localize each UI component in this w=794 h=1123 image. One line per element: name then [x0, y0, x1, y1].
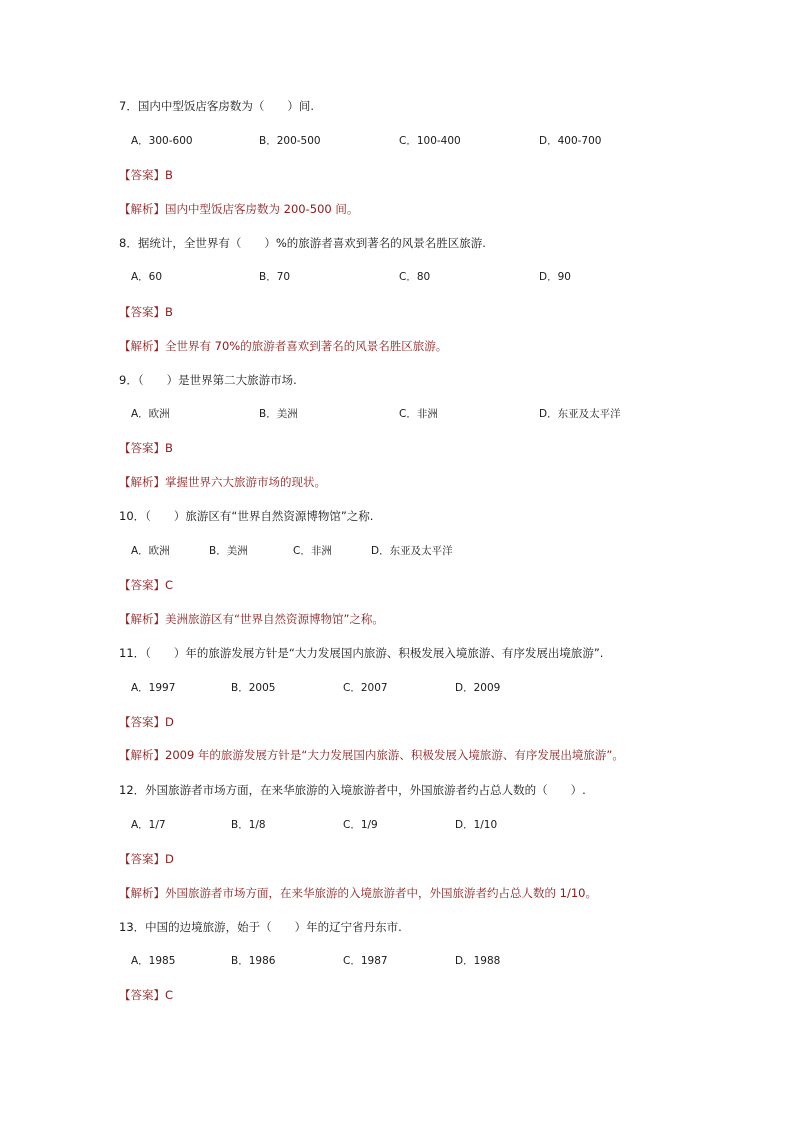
- option-b: B．2005: [231, 682, 276, 694]
- question-12-answer: 【答案】D: [119, 852, 174, 866]
- option-c: C．2007: [343, 682, 388, 694]
- option-b: B．70: [259, 271, 291, 283]
- option-a: A．60: [131, 271, 163, 283]
- question-12-options: [131, 817, 731, 833]
- question-11-stem: 11．（ ）年的旅游发展方针是“大力发展国内旅游、积极发展入境旅游、有序发展出境旅游”.: [119, 646, 604, 660]
- question-10-options: [131, 543, 731, 559]
- option-c: C．100-400: [399, 135, 461, 147]
- option-a: A．1997: [131, 682, 176, 694]
- option-c: C．80: [399, 271, 431, 283]
- option-b: B．200-500: [259, 135, 321, 147]
- option-c: C．非洲: [399, 408, 438, 420]
- option-d: D．400-700: [539, 135, 602, 147]
- option-d: D．90: [539, 271, 571, 283]
- question-8-explanation: 【解析】全世界有 70%的旅游者喜欢到著名的风景名胜区旅游。: [119, 339, 448, 353]
- question-12-stem: 12．外国旅游者市场方面，在来华旅游的入境旅游者中，外国旅游者约占总人数的（ ）.: [119, 783, 586, 797]
- question-7-stem: 7．国内中型饭店客房数为（ ）间.: [119, 99, 314, 113]
- option-a: A．1/7: [131, 819, 166, 831]
- question-9-explanation: 【解析】掌握世界六大旅游市场的现状。: [119, 475, 326, 489]
- option-a: A．1985: [131, 955, 176, 967]
- option-d: D．东亚及太平洋: [539, 408, 621, 420]
- question-9-options: [131, 406, 731, 422]
- option-b: B．1/8: [231, 819, 266, 831]
- question-8-stem: 8．据统计，全世界有（ ）%的旅游者喜欢到著名的风景名胜区旅游.: [119, 236, 486, 250]
- question-13-stem: 13．中国的边境旅游，始于（ ）年的辽宁省丹东市.: [119, 920, 402, 934]
- option-c: C．1987: [343, 955, 388, 967]
- question-10-explanation: 【解析】美洲旅游区有“世界自然资源博物馆”之称。: [119, 612, 384, 626]
- question-13-answer: 【答案】C: [119, 988, 174, 1002]
- question-13-options: [131, 953, 731, 969]
- option-a: A．欧洲: [131, 545, 170, 557]
- question-8-options: [131, 269, 731, 285]
- option-d: D．1/10: [455, 819, 498, 831]
- question-8-answer: 【答案】B: [119, 305, 173, 319]
- question-10-answer: 【答案】C: [119, 578, 174, 592]
- option-b: B．美洲: [259, 408, 298, 420]
- question-11-explanation: 【解析】2009 年的旅游发展方针是“大力发展国内旅游、积极发展入境旅游、有序发展出境旅游”。: [119, 748, 624, 762]
- option-a: A．300-600: [131, 135, 193, 147]
- option-d: D．1988: [455, 955, 501, 967]
- question-7-options: [131, 133, 731, 149]
- option-c: C．1/9: [343, 819, 378, 831]
- option-c: C．非洲: [293, 545, 332, 557]
- option-d: D．东亚及太平洋: [371, 545, 453, 557]
- question-9-stem: 9．（ ）是世界第二大旅游市场.: [119, 373, 297, 387]
- option-b: B．美洲: [209, 545, 248, 557]
- option-a: A．欧洲: [131, 408, 170, 420]
- option-b: B．1986: [231, 955, 276, 967]
- option-d: D．2009: [455, 682, 501, 694]
- question-11-answer: 【答案】D: [119, 715, 174, 729]
- question-10-stem: 10．（ ）旅游区有“世界自然资源博物馆”之称.: [119, 509, 374, 523]
- question-7-answer: 【答案】B: [119, 168, 173, 182]
- question-7-explanation: 【解析】国内中型饭店客房数为 200-500 间。: [119, 202, 359, 216]
- question-12-explanation: 【解析】外国旅游者市场方面，在来华旅游的入境旅游者中，外国旅游者约占总人数的 1/10。: [119, 886, 597, 900]
- question-11-options: [131, 680, 731, 696]
- question-9-answer: 【答案】B: [119, 441, 173, 455]
